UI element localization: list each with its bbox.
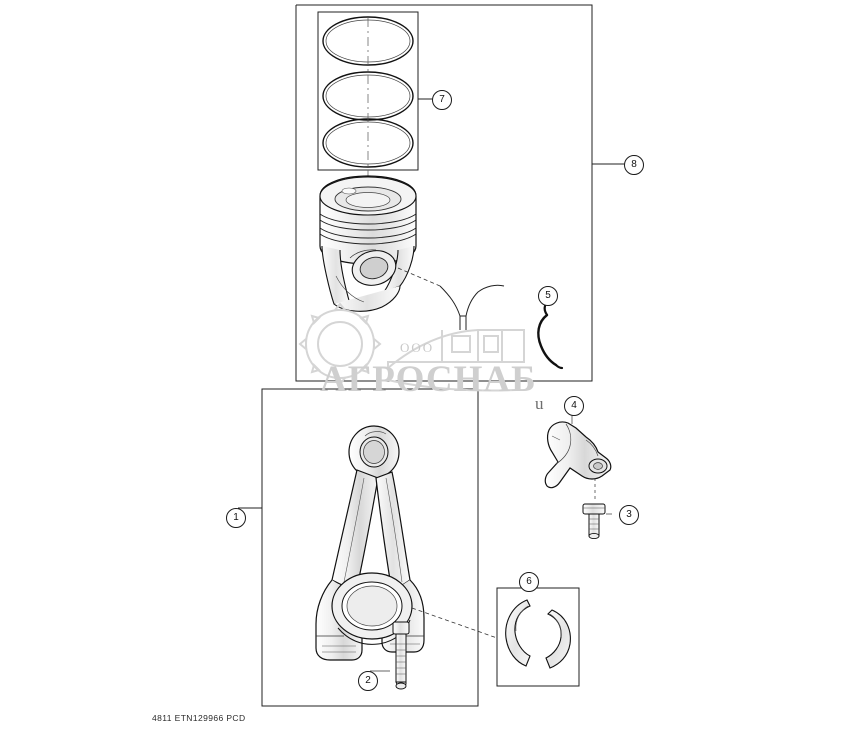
callout-3[interactable]: 3 [619,505,639,525]
callout-4[interactable]: 4 [564,396,584,416]
watermark-text-main: АГРОСНАБ [320,359,537,400]
group-box-piston-rings [318,12,432,170]
piston-cooling-nozzle [545,422,611,488]
callout-7[interactable]: 7 [432,90,452,110]
retaining-clip [538,306,562,368]
callout-2[interactable]: 2 [358,671,378,691]
connecting-rod-bearing [506,600,571,668]
callout-1[interactable]: 1 [226,508,246,528]
callout-8[interactable]: 8 [624,155,644,175]
connecting-rod-bolt [393,622,409,689]
diagram-caption: 4811 ETN129966 PCD [152,713,246,723]
watermark-stray-char: u [535,394,544,413]
watermark-text-top: ООО [400,340,435,355]
leader-dashed-bearings [412,608,497,638]
callout-6[interactable]: 6 [519,572,539,592]
callout-5[interactable]: 5 [538,286,558,306]
leader-curve-clip [440,285,504,330]
piston-assembly [320,176,416,311]
bracket-bolt [583,478,605,539]
